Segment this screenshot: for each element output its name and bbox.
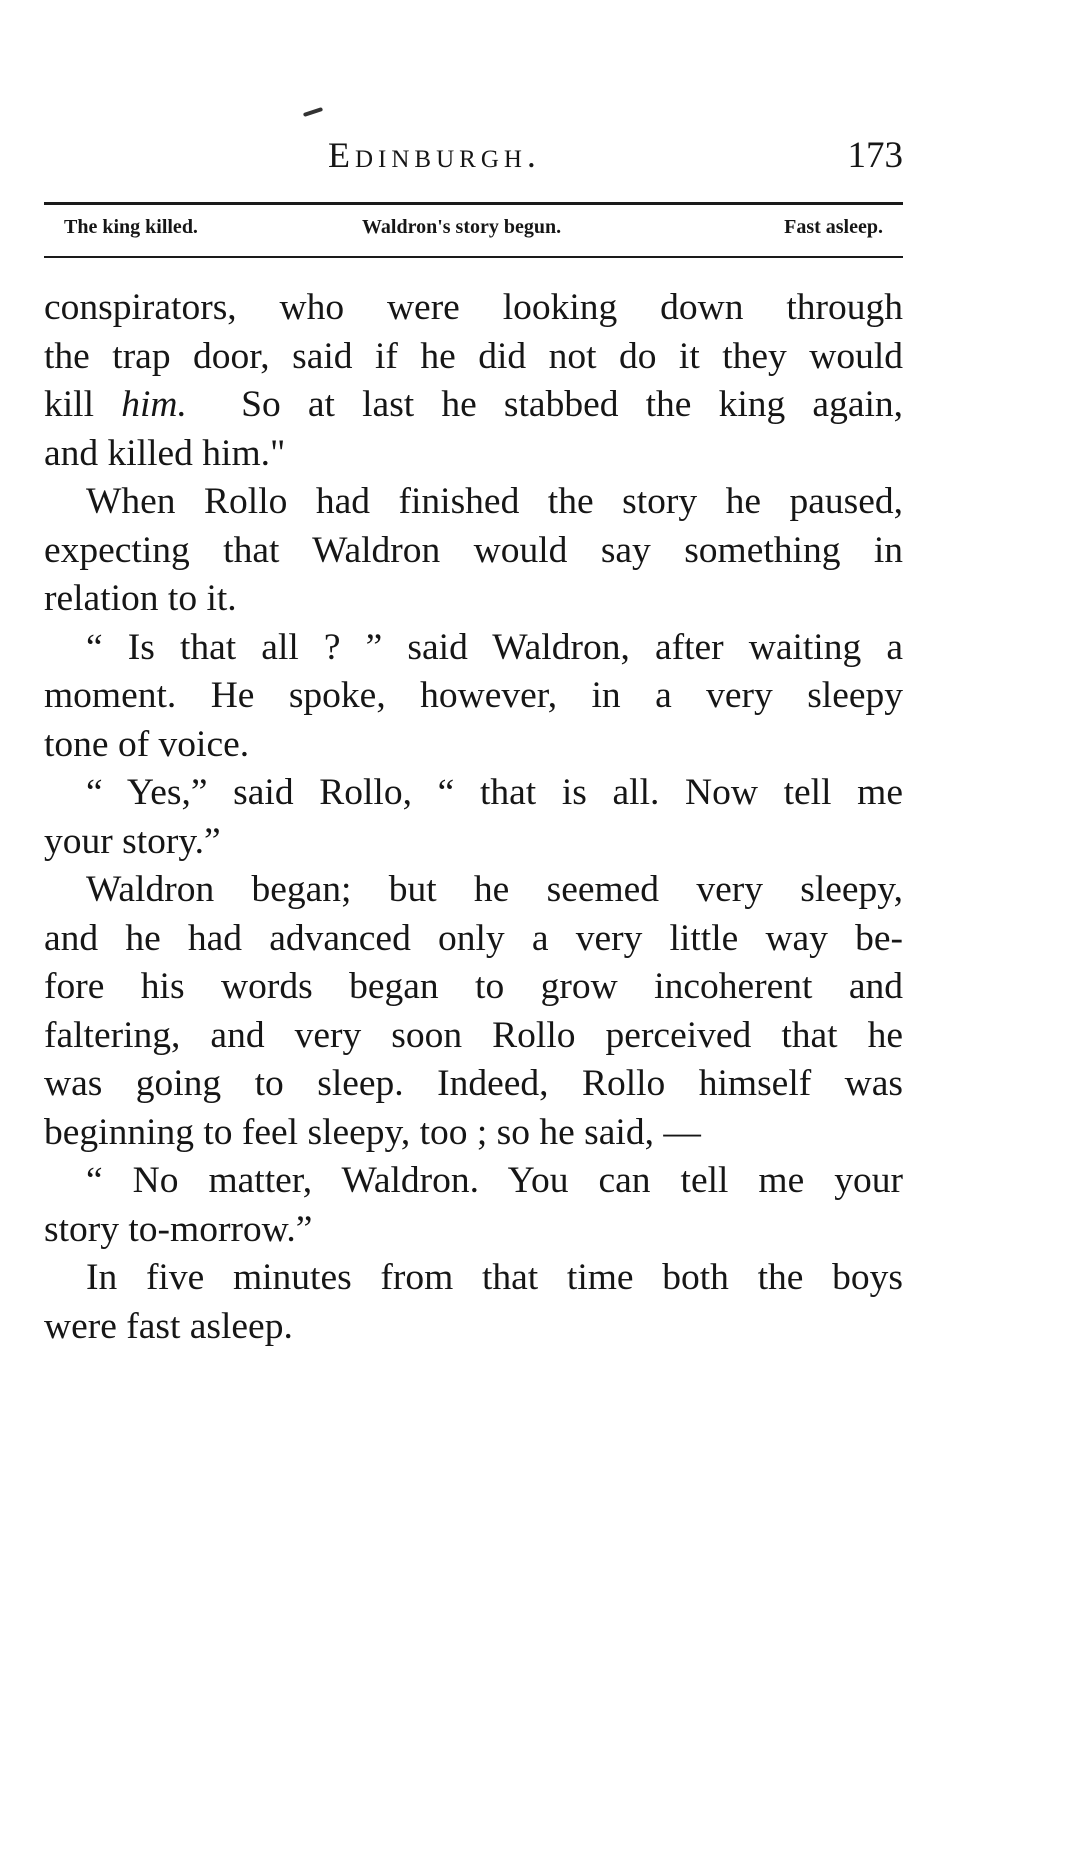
subhead-right: Fast asleep. <box>784 216 883 238</box>
text-line: conspirators, who were looking down through <box>44 287 903 328</box>
text-line: beginning to feel sleepy, too ; so he said, — <box>44 1111 701 1153</box>
text-line: and he had advanced only a very little way be- <box>44 917 903 959</box>
text-fragment: kill <box>44 384 95 425</box>
text-line: When Rollo had finished the story he paused, <box>86 481 903 522</box>
running-title: Edinburgh. <box>328 135 541 175</box>
text-line: relation to it. <box>44 578 237 619</box>
text-line: and killed him." <box>44 432 286 474</box>
text-line: the trap door, said if he did not do it they would <box>44 335 903 377</box>
subhead-left: The king killed. <box>64 216 198 238</box>
text-line: were fast asleep. <box>44 1305 293 1347</box>
text-line: was going to sleep. Indeed, Rollo himself was <box>44 1063 903 1104</box>
subhead-center: Waldron's story begun. <box>362 216 562 238</box>
text-line <box>44 381 903 430</box>
text-line: tone of voice. <box>44 723 250 765</box>
text-line: fore his words began to grow incoherent and <box>44 966 903 1007</box>
page-number: 173 <box>847 135 903 176</box>
body-text <box>44 284 903 1351</box>
text-fragment: So at last he stabbed the king again, <box>241 384 904 425</box>
text-line: story to-morrow.” <box>44 1208 313 1250</box>
ink-mark <box>303 107 323 117</box>
text-line: In five minutes from that time both the boys <box>86 1257 903 1298</box>
text-line: “ Is that all ? ” said Waldron, after waiting a <box>86 626 903 668</box>
text-line: Waldron began; but he seemed very sleepy, <box>86 869 903 910</box>
header-rule-bottom <box>44 256 903 258</box>
text-line: “ No matter, Waldron. You can tell me your <box>86 1160 903 1201</box>
page-header <box>44 128 903 188</box>
text-line: “ Yes,” said Rollo, “ that is all. Now tell me <box>86 772 903 813</box>
text-line: faltering, and very soon Rollo perceived that he <box>44 1014 903 1056</box>
header-rule-top <box>44 202 903 205</box>
italic-word: him. <box>121 384 187 425</box>
marginal-subheads <box>44 212 903 250</box>
text-line: your story.” <box>44 820 221 862</box>
text-line: moment. He spoke, however, in a very sleepy <box>44 675 903 716</box>
text-line: expecting that Waldron would say something in <box>44 529 903 571</box>
